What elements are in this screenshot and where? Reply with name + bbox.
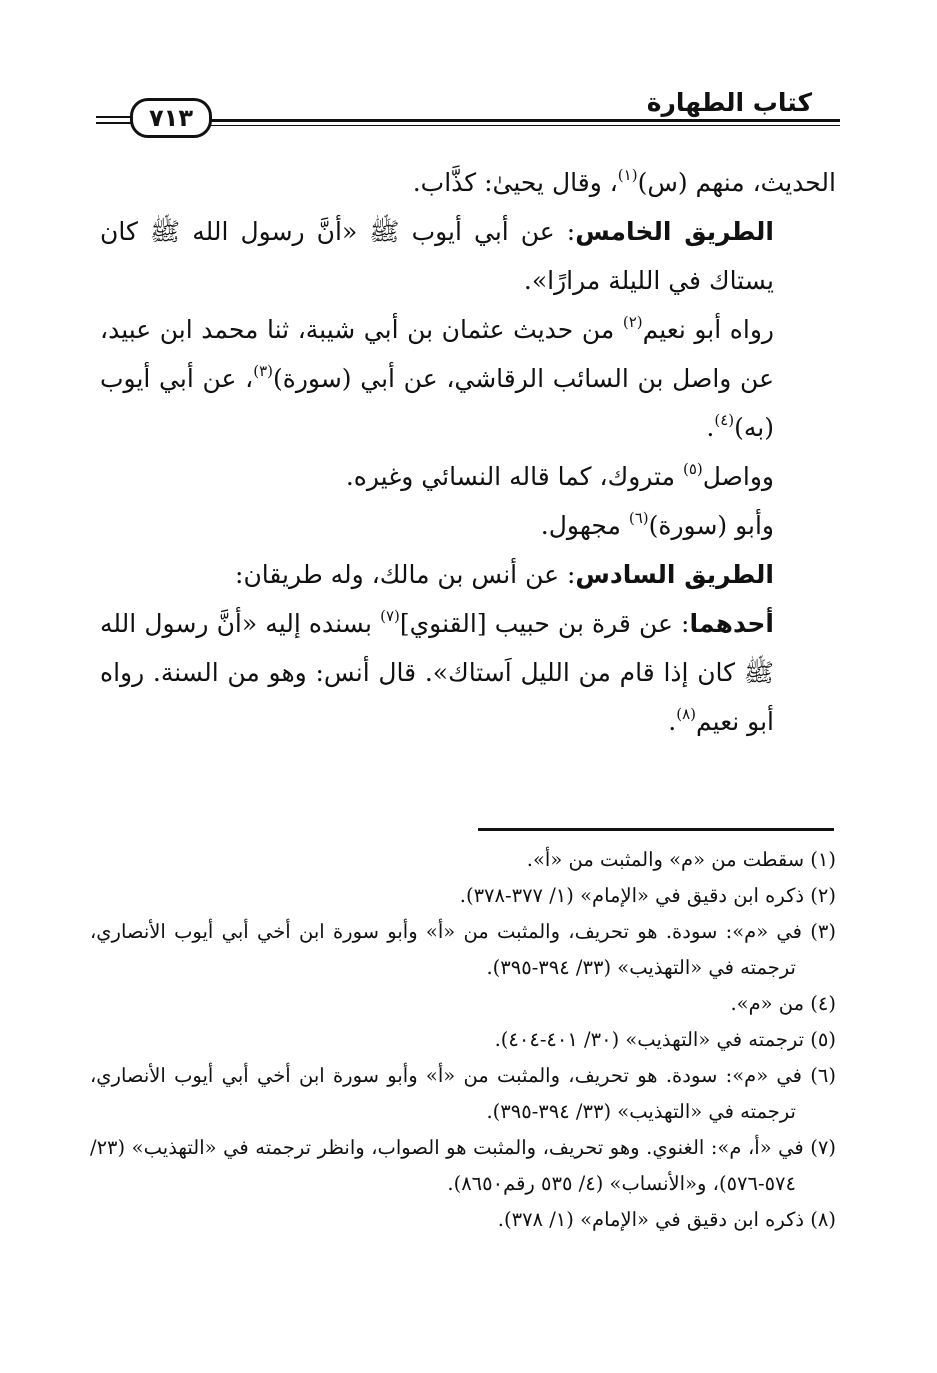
section-label-fifth-path: الطريق الخامس bbox=[575, 217, 774, 246]
footnote-ref-3: (٣) bbox=[253, 362, 273, 380]
paragraph-4 bbox=[100, 452, 836, 501]
header-rule-thin bbox=[176, 125, 840, 126]
text-span: وأبو (سورة) bbox=[648, 511, 774, 540]
footnote-separator bbox=[478, 828, 834, 831]
footnote-3: (٣) في «م»: سودة. هو تحريف، والمثبت من «أ» وأبو سورة ابن أخي أبي أيوب الأنصاري، ترجمته في «التهذيب» (٣٣/ ٣٩٤-٣٩٥). bbox=[90, 920, 836, 979]
footnote-6: (٦) في «م»: سودة. هو تحريف، والمثبت من «أ» وأبو سورة ابن أخي أبي أيوب الأنصاري، ترجمته في «التهذيب» (٣٣/ ٣٩٤-٣٩٥). bbox=[90, 1064, 836, 1123]
footnote-ref-2: (٢) bbox=[622, 313, 643, 331]
page-number: ٧١٣ bbox=[130, 98, 212, 138]
text-span: . bbox=[668, 707, 677, 736]
footnote-ref-5: (٥) bbox=[682, 460, 703, 478]
main-text bbox=[100, 158, 836, 746]
text-span: . bbox=[706, 413, 715, 442]
footnote-ref-7: (٧) bbox=[380, 607, 400, 625]
text-span: : عن أبي أيوب ﷺ «أنَّ رسول الله ﷺ كان يستاك في الليلة مرارًا». bbox=[100, 217, 774, 295]
footnote-5: (٥) ترجمته في «التهذيب» (٣٠/ ٤٠١-٤٠٤). bbox=[494, 1028, 836, 1051]
running-title: كتاب الطهارة bbox=[646, 88, 812, 117]
text-span: متروك، كما قاله النسائي وغيره. bbox=[345, 462, 683, 491]
footnote-ref-1: (١) bbox=[617, 166, 638, 184]
paragraph-1 bbox=[100, 158, 836, 207]
header-rule-thick bbox=[176, 119, 840, 122]
text-span: رواه أبو نعيم bbox=[642, 315, 774, 344]
footnote-4: (٤) من «م». bbox=[730, 992, 836, 1015]
footnote-2: (٢) ذكره ابن دقيق في «الإمام» (١/ ٣٧٧-٣٧٨). bbox=[459, 884, 836, 907]
section-label-first: أحدهما bbox=[689, 609, 774, 638]
page-header bbox=[96, 88, 840, 136]
paragraph-6 bbox=[100, 550, 836, 599]
footnote-ref-6: (٦) bbox=[628, 509, 649, 527]
footnote-8: (٨) ذكره ابن دقيق في «الإمام» (١/ ٣٧٨). bbox=[497, 1208, 836, 1231]
paragraph-2 bbox=[100, 207, 836, 305]
text-span: الحديث، منهم (س) bbox=[637, 168, 836, 197]
section-label-sixth-path: الطريق السادس bbox=[575, 560, 774, 589]
footnote-ref-8: (٨) bbox=[676, 705, 697, 723]
footnote-ref-4: (٤) bbox=[714, 411, 735, 429]
paragraph-7 bbox=[100, 599, 836, 746]
text-span: ، عن أبي أيوب (به) bbox=[100, 364, 774, 442]
text-span: من حديث عثمان بن أبي شيبة، ثنا محمد ابن عبيد، عن واصل بن السائب الرقاشي، عن أبي (سورة) bbox=[100, 315, 775, 393]
text-span: مجهول. bbox=[540, 511, 629, 540]
footnote-7: (٧) في «أ، م»: الغنوي. وهو تحريف، والمثبت هو الصواب، وانظر ترجمته في «التهذيب» (٢٣/ ٥٧٤-٥٧٦)، و«الأنساب» (٤/ ٥٣٥ رقم٨٦٥٠). bbox=[90, 1136, 836, 1195]
text-span: : عن قرة بن حبيب [القنوي] bbox=[399, 609, 690, 638]
text-span: ، وقال يحيىٰ: كذَّاب. bbox=[412, 168, 618, 197]
text-span: : عن أنس بن مالك، وله طريقان: bbox=[235, 560, 576, 589]
text-span: بسنده إليه «أنَّ رسول الله ﷺ كان إذا قام من الليل اَستاك». قال أنس: وهو من السنة. رواه أبو نعيم bbox=[100, 609, 774, 736]
text-span: وواصل bbox=[702, 462, 774, 491]
footnotes bbox=[90, 842, 836, 1238]
footnote-1: (١) سقطت من «م» والمثبت من «أ». bbox=[526, 848, 836, 871]
paragraph-3 bbox=[100, 305, 836, 452]
paragraph-5 bbox=[100, 501, 836, 550]
